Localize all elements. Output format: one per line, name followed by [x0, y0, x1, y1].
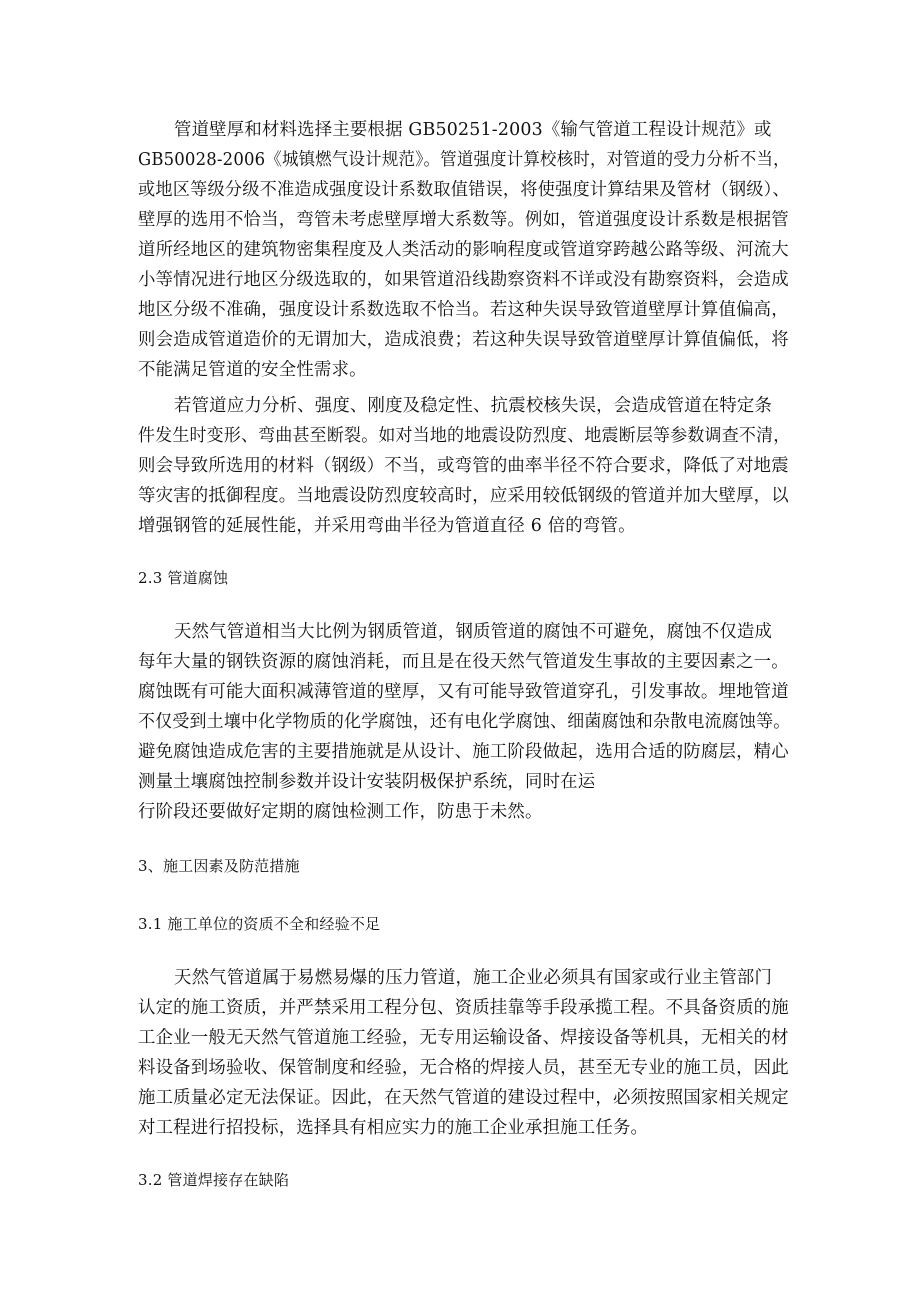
- text-line: 壁厚的选用不恰当，弯管未考虑壁厚增大系数等。例如，管道强度设计系数是根据管: [138, 210, 789, 230]
- text-line: 或地区等级分级不准造成强度设计系数取值错误，将使强度计算结果及管材（钢级）、: [138, 180, 790, 200]
- text-line: 若管道应力分析、强度、刚度及稳定性、抗震校核失误，会造成管道在特定条: [174, 396, 773, 416]
- text-line: 工企业一般无天然气管道施工经验，无专用运输设备、焊接设备等机具，无相关的材: [138, 1028, 789, 1048]
- text-line: 料设备到场验收、保管制度和经验，无合格的焊接人员，甚至无专业的施工员，因此: [138, 1058, 789, 1078]
- text-line: 施工质量必定无法保证。因此，在天然气管道的建设过程中，必须按照国家相关规定: [138, 1088, 789, 1108]
- text-line: 不能满足管道的安全性需求。: [138, 360, 367, 380]
- text-line: 天然气管道属于易燃易爆的压力管道，施工企业必须具有国家或行业主管部门: [174, 968, 773, 988]
- text-line: 则会导致所选用的材料（钢级）不当，或弯管的曲率半径不符合要求，降低了对地震: [138, 456, 789, 476]
- text-line: 等灾害的抵御程度。当地震设防烈度较高时，应采用较低钢级的管道并加大壁厚，以: [138, 486, 789, 506]
- section-heading-3-2: 3.2 管道焊接存在缺陷: [138, 1171, 290, 1189]
- text-line: 管道壁厚和材料选择主要根据 GB50251-2003《输气管道工程设计规范》或: [174, 120, 772, 140]
- text-line: 对工程进行招投标，选择具有相应实力的施工企业承担施工任务。: [138, 1118, 649, 1138]
- text-line: 则会造成管道造价的无谓加大，造成浪费；若这种失误导致管道壁厚计算值偏低，将: [138, 330, 789, 350]
- section-heading-3-1: 3.1 施工单位的资质不全和经验不足: [138, 915, 381, 933]
- text-line: 不仅受到土壤中化学物质的化学腐蚀，还有电化学腐蚀、细菌腐蚀和杂散电流腐蚀等。: [138, 712, 791, 732]
- text-line: 地区分级不准确，强度设计系数选取不恰当。若这种失误导致管道壁厚计算值偏高，: [138, 300, 789, 320]
- text-line: 每年大量的钢铁资源的腐蚀消耗，而且是在役天然气管道发生事故的主要因素之一。: [138, 652, 789, 672]
- text-line: 件发生时变形、弯曲甚至断裂。如对当地的地震设防烈度、地震断层等参数调查不清，: [138, 426, 791, 446]
- text-line: 天然气管道相当大比例为钢质管道，钢质管道的腐蚀不可避免，腐蚀不仅造成: [174, 622, 773, 642]
- text-line: 认定的施工资质，并严禁采用工程分包、资质挂靠等手段承揽工程。不具备资质的施: [138, 998, 789, 1018]
- text-line: GB50028-2006《城镇燃气设计规范》。管道强度计算校核时，对管道的受力分析不当，: [138, 150, 790, 170]
- text-line: 腐蚀既有可能大面积减薄管道的壁厚，又有可能导致管道穿孔，引发事故。埋地管道: [138, 682, 789, 702]
- section-heading-3: 3、施工因素及防范措施: [138, 857, 300, 875]
- text-line: 增强钢管的延展性能，并采用弯曲半径为管道直径 6 倍的弯管。: [138, 516, 636, 536]
- text-line: 测量土壤腐蚀控制参数并设计安装阴极保护系统，同时在运: [138, 772, 596, 792]
- text-line: 道所经地区的建筑物密集程度及人类活动的影响程度或管道穿跨越公路等级、河流大: [138, 240, 789, 260]
- text-line: 避免腐蚀造成危害的主要措施就是从设计、施工阶段做起，选用合适的防腐层，精心: [138, 742, 789, 762]
- section-heading-2-3: 2.3 管道腐蚀: [138, 569, 229, 587]
- text-line: 行阶段还要做好定期的腐蚀检测工作，防患于未然。: [138, 802, 543, 822]
- text-line: 小等情况进行地区分级选取的，如果管道沿线勘察资料不详或没有勘察资料，会造成: [138, 270, 789, 290]
